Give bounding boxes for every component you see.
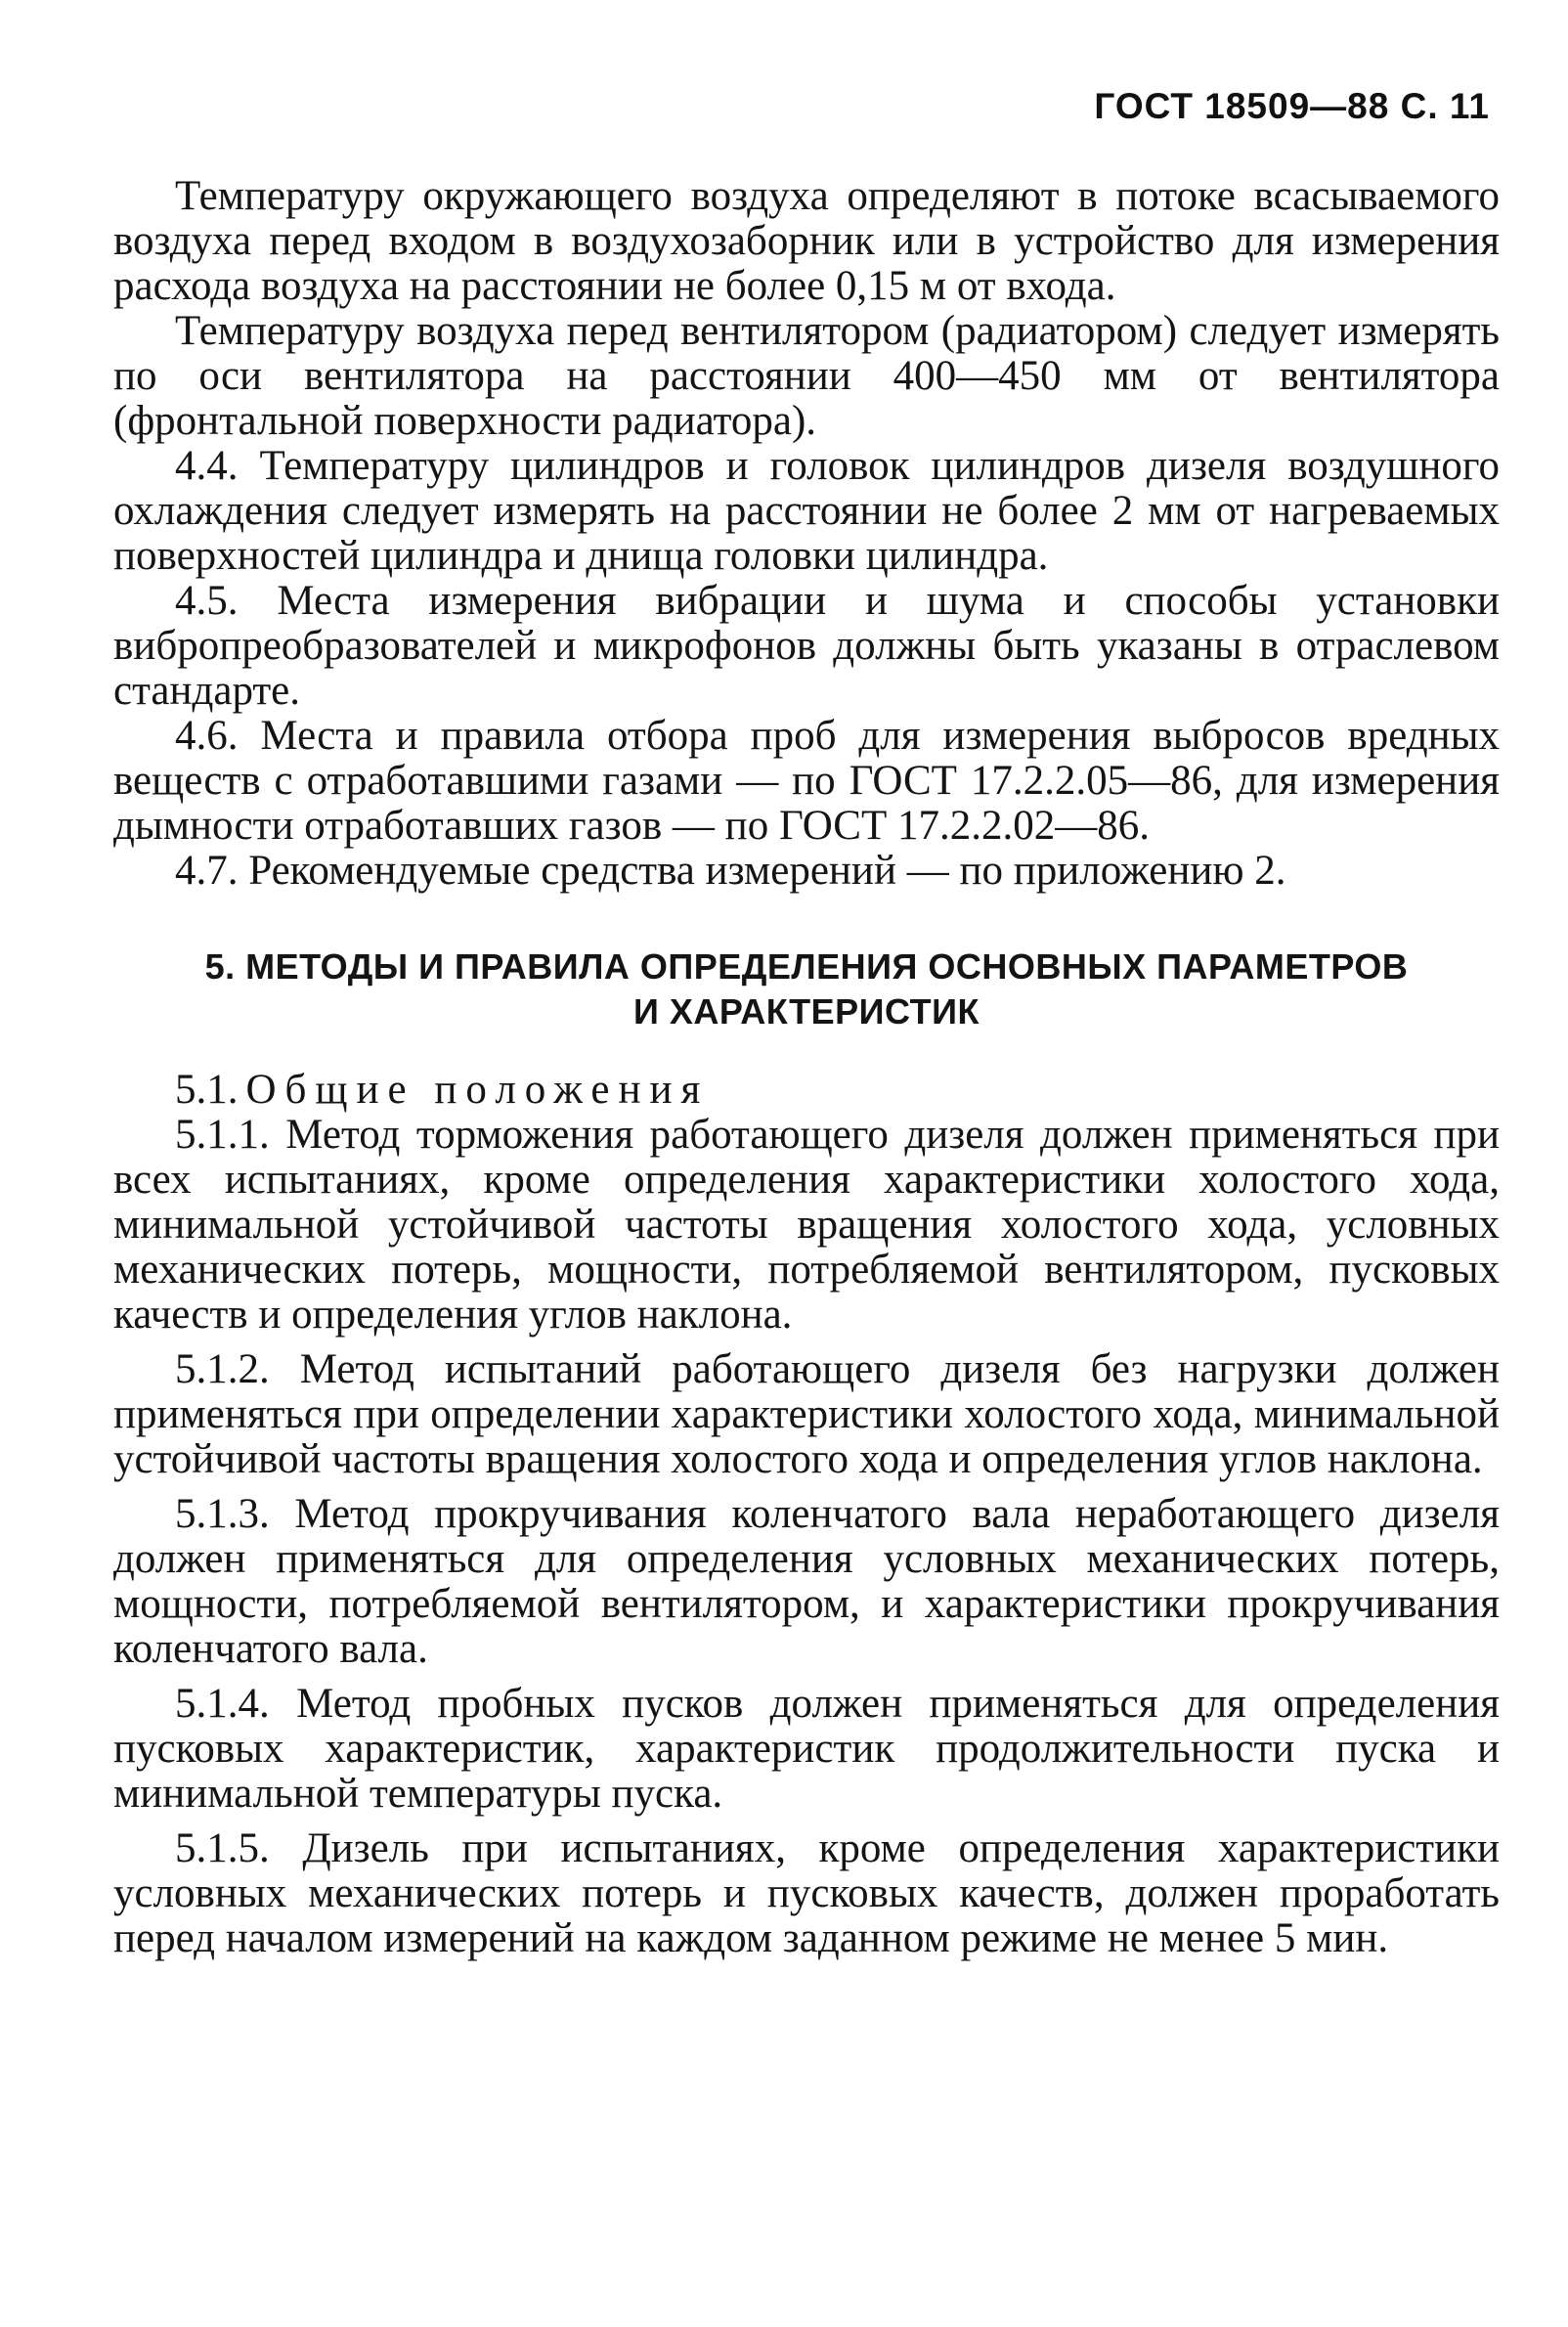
paragraph-5-1-5: 5.1.5. Дизель при испытаниях, кроме определения характеристики условных механических потерь и пусковых качеств, должен проработать перед началом измерений на каждом заданном режиме не менее 5 мин.: [113, 1825, 1500, 1961]
paragraph-4-5: 4.5. Места измерения вибрации и шума и способы установки вибропреобразователей и микрофонов должны быть указаны в отраслевом стандарте.: [113, 578, 1500, 714]
paragraph-4-7: 4.7. Рекомендуемые средства измерений — по приложению 2.: [175, 848, 1286, 894]
section-heading-line-1: 5. МЕТОДЫ И ПРАВИЛА ОПРЕДЕЛЕНИЯ ОСНОВНЫХ ПАРАМЕТРОВ: [204, 946, 1409, 987]
paragraph-5-1-4: 5.1.4. Метод пробных пусков должен применяться для определения пусковых характеристик, характеристик продолжительности пуска и минимальной температуры пуска.: [113, 1681, 1500, 1817]
page-body: [113, 174, 1500, 1961]
paragraph-4-6: 4.6. Места и правила отбора проб для измерения выбросов вредных веществ с отработавшими газами — по ГОСТ 17.2.2.05—86, для измерения дымности отработавших газов — по ГОСТ 17.2.2.02—86.: [113, 713, 1500, 849]
paragraph-5-1-1: 5.1.1. Метод торможения работающего дизеля должен применяться при всех испытаниях, кроме определения характеристики холостого хода, минимальной устойчивой частоты вращения холостого хода, условных механических потерь, мощности, потребляемой вентилятором, пусковых качеств и определения углов наклона.: [113, 1112, 1500, 1338]
paragraph-5-1-2: 5.1.2. Метод испытаний работающего дизеля без нагрузки должен применяться при определении характеристики холостого хода, минимальной устойчивой частоты вращения холостого хода и определения углов наклона.: [113, 1346, 1500, 1482]
running-head: ГОСТ 18509—88 С. 11: [1094, 86, 1490, 126]
subsection-5-1-title: [113, 1068, 1500, 1113]
paragraph-air-temperature-intake: Температуру окружающего воздуха определяют в потоке всасываемого воздуха перед входом в воздухозаборник или в устройство для измерения расхода воздуха на расстоянии не более 0,15 м от входа.: [113, 173, 1500, 309]
paragraph-air-temperature-fan: Температуру воздуха перед вентилятором (радиатором) следует измерять по оси вентилятора на расстоянии 400—450 мм от вентилятора (фронтальной поверхности радиатора).: [113, 308, 1500, 444]
subsection-title-text: Общие положения: [245, 1067, 710, 1113]
section-5-heading: [113, 944, 1500, 1034]
section-heading-line-2: И ХАРАКТЕРИСТИК: [633, 991, 980, 1032]
paragraph-4-4: 4.4. Температуру цилиндров и головок цилиндров дизеля воздушного охлаждения следует измерять на расстоянии не более 2 мм от нагреваемых поверхностей цилиндра и днища головки цилиндра.: [113, 443, 1500, 579]
subsection-number: 5.1.: [175, 1067, 239, 1113]
paragraph-5-1-3: 5.1.3. Метод прокручивания коленчатого вала неработающего дизеля должен применяться для определения условных механических потерь, мощности, потребляемой вентилятором, и характеристики прокручивания коленчатого вала.: [113, 1491, 1500, 1672]
